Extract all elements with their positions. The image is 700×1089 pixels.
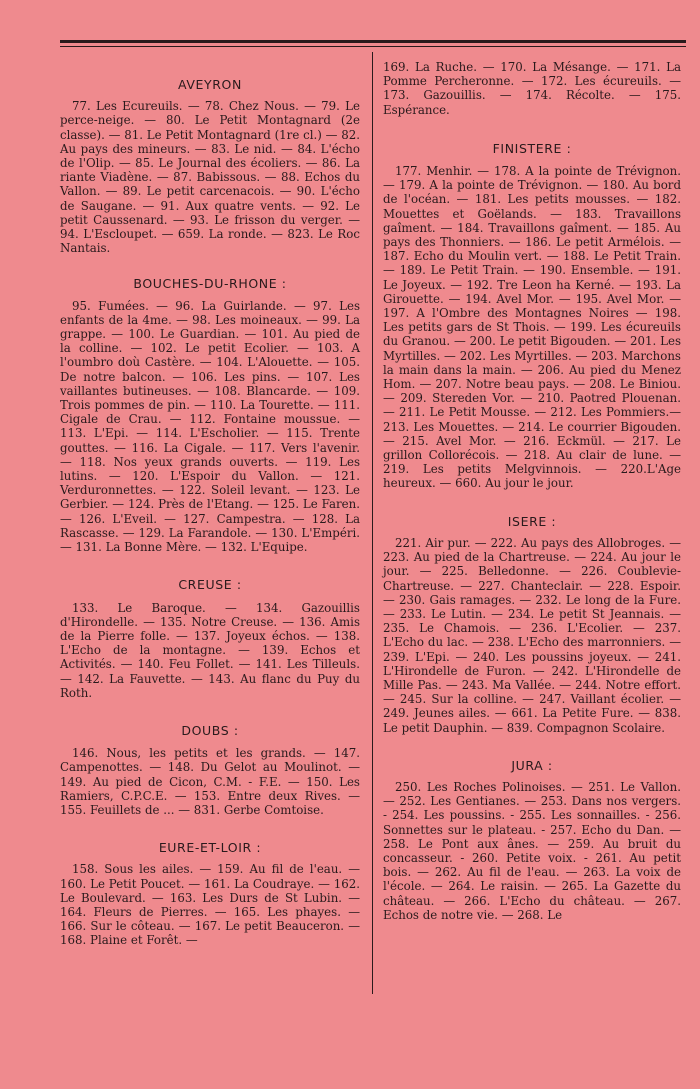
column-divider <box>372 52 373 994</box>
section-text: 95. Fumées. — 96. La Guirlande. — 97. Les enfants de la 4me. — 98. Les moineaux. — 99. La grappe. — 100. Le Guardian. — 101. Au pied de la colline. — 102. Le petit Ecolier. — 103. A l'oumbro doù Castère. — 104. L'Alouette. — 105. De notre balcon. — 106. Les pins. — 107. Les vaillantes butineuses. — 108. Blancarde. — 109. Trois pommes de pin. — 110. La Tourette. — 111. Cigale de Crau. — 112. Fontaine moussue. — 113. L'Epi. — 114. L'Escholier. — 115. Trente gouttes. — 116. La Cigale. — 117. Vers l'avenir. — 118. Nos yeux grands ouverts. — 119. Les lutins. — 120. L'Espoir du Vallon. — 121. Verduronnettes. — 122. Soleil levant. — 123. Le Gerbier. — 124. Près de l'Etang. — 125. Le Faren. — 126. L'Eveil. — 127. Campestra. — 128. La Rascasse. — 129. La Farandole. — 130. L'Empéri. — 131. La Bonne Mère. — 132. L'Equipe. <box>60 298 360 555</box>
right-column <box>383 60 681 922</box>
section-heading: DOUBS : <box>181 722 239 738</box>
section-heading: AVEYRON <box>178 77 242 92</box>
section-text: 133. Le Baroque. — 134. Gazouillis d'Hirondelle. — 135. Notre Creuse. — 136. Amis de la Pierre folle. — 137. Joyeux échos. — 138. L'Echo de la montagne. — 139. Echos et Activités. — 140. Feu Follet. — 141. Les Tilleuls. — 142. La Fauvette. — 143. Au flanc du Puy du Roth. <box>60 600 360 700</box>
section-jura <box>383 759 681 922</box>
section-text: 177. Menhir. — 178. A la pointe de Trévignon. — 179. A la pointe de Trévignon. — 180. Au bord de l'océan. — 181. Les petits mousses. — 182. Mouettes et Goëlands. — 183. Travaillons gaîment. — 184. Travaillons gaîment. — 185. Au pays des Thonniers. — 186. Le petit Armélois. — 187. Echo du Moulin vert. — 188. Le Petit Train. — 189. Le Petit Train. — 190. Ensemble. — 191. Le Joyeux. — 192. Tre Leon ha Kerné. — 193. La Girouette. — 194. Avel Mor. — 195. Avel Mor. — 197. A l'Ombre des Montagnes Noires — 198. Les petits gars de St Thois. — 199. Les écureuils du Granou. — 200. Le petit Bigouden. — 201. Les Myrtilles. — 202. Les Myrtilles. — 203. Marchons la main dans la main. — 206. Au pied du Menez Hom. — 207. Notre beau pays. — 208. Le Biniou. — 209. Stereden Vor. — 210. Paotred Plouenan. — 211. Le Petit Mousse. — 212. Les Pommiers.— 213. Les Mouettes. — 214. Le courrier Bigouden. — 215. Avel Mor. — 216. Eckmül. — 217. Le grillon Collorécois. — 218. Au clair de lune. — 219. Les petits Melgvinnois. — 220.L'Age heureux. — 660. Au jour le jour. <box>383 164 681 491</box>
section-heading: EURE-ET-LOIR : <box>158 840 262 856</box>
section-heading: ISERE : <box>507 513 557 529</box>
section-aveyron <box>60 78 360 255</box>
section-heading: FINISTERE : <box>492 140 572 156</box>
continuation-eure-et-loir <box>383 60 681 117</box>
section-finistere <box>383 142 681 491</box>
top-rule-thin <box>60 46 686 47</box>
top-rule-thick <box>60 40 686 43</box>
section-heading: CREUSE : <box>178 577 242 593</box>
section-eure-et-loir <box>60 841 360 947</box>
continuation-text: 169. La Ruche. — 170. La Mésange. — 171. La Pomme Percheronne. — 172. Les écureuils. — 173. Gazouillis. — 174. Récolte. — 175. Espérance. <box>383 60 681 117</box>
section-text: 77. Les Ecureuils. — 78. Chez Nous. — 79. Le perce-neige. — 80. Le Petit Montagnard (2e classe). — 81. Le Petit Montagnard (1re cl.) — 82. Au pays des mineurs. — 83. Le nid. — 84. L'écho de l'Olip. — 85. Le Journal des écoliers. — 86. La riante Viadène. — 87. Babissous. — 88. Echos du Vallon. — 89. Le petit carcenacois. — 90. L'écho de Saugane. — 91. Aux quatre vents. — 92. Le petit Caussenard. — 93. Le frisson du verger. — 94. L'Escloupet. — 659. La ronde. — 823. Le Roc Nantais. <box>60 99 360 256</box>
section-heading: BOUCHES-DU-RHONE : <box>133 276 287 292</box>
section-heading: JURA : <box>511 757 553 773</box>
section-doubs <box>60 724 360 817</box>
section-isere <box>383 515 681 735</box>
section-text: 250. Les Roches Polinoises. — 251. Le Vallon. — 252. Les Gentianes. — 253. Dans nos vergers. - 254. Les poussins. - 255. Les sonnailles. - 256. Sonnettes sur le plateau. - 257. Echo du Dan. — 258. Le Pont aux ânes. — 259. Au bruit du concasseur. - 260. Petite voix. - 261. Au petit bois. — 262. Au fil de l'eau. — 263. La voix de l'école. — 264. Le raisin. — 265. La Gazette du château. — 266. L'Echo du château. — 267. Echos de notre vie. — 268. Le <box>383 779 681 922</box>
section-creuse <box>60 578 360 700</box>
section-text: 158. Sous les ailes. — 159. Au fil de l'eau. — 160. Le Petit Poucet. — 161. La Coudraye. — 162. Le Boulevard. — 163. Les Durs de St Lubin. — 164. Fleurs de Pierres. — 165. Les phayes. — 166. Sur le côteau. — 167. Le petit Beauceron. — 168. Plaine et Forêt. — <box>60 862 360 948</box>
section-text: 221. Air pur. — 222. Au pays des Allobroges. — 223. Au pied de la Chartreuse. — 224. Au jour le jour. — 225. Belledonne. — 226. Coublevie-Chartreuse. — 227. Chanteclair. — 228. Espoir. — 230. Gais ramages. — 232. Le long de la Fure. — 233. Le Lutin. — 234. Le petit St Jeannais. — 235. Le Chamois. — 236. L'Ecolier. — 237. L'Echo du lac. — 238. L'Echo des marronniers. — 239. L'Epi. — 240. Les poussins joyeux. — 241. L'Hirondelle de Furon. — 242. L'Hirondelle de Mille Pas. — 243. Ma Vallée. — 244. Notre effort. — 245. Sur la colline. — 247. Vaillant écolier. — 249. Jeunes ailes. — 661. La Petite Fure. — 838. Le petit Dauphin. — 839. Compagnon Scolaire. <box>383 535 681 735</box>
section-bouches-du-rhone <box>60 277 360 554</box>
section-text: 146. Nous, les petits et les grands. — 147. Campenottes. — 148. Du Gelot au Moulinot. — 149. Au pied de Cicon, C.M. - F.E. — 150. Les Ramiers, C.P.C.E. — 153. Entre deux Rives. — 155. Feuillets de ... — 831. Gerbe Comtoise. <box>60 746 360 817</box>
left-column <box>60 58 360 948</box>
